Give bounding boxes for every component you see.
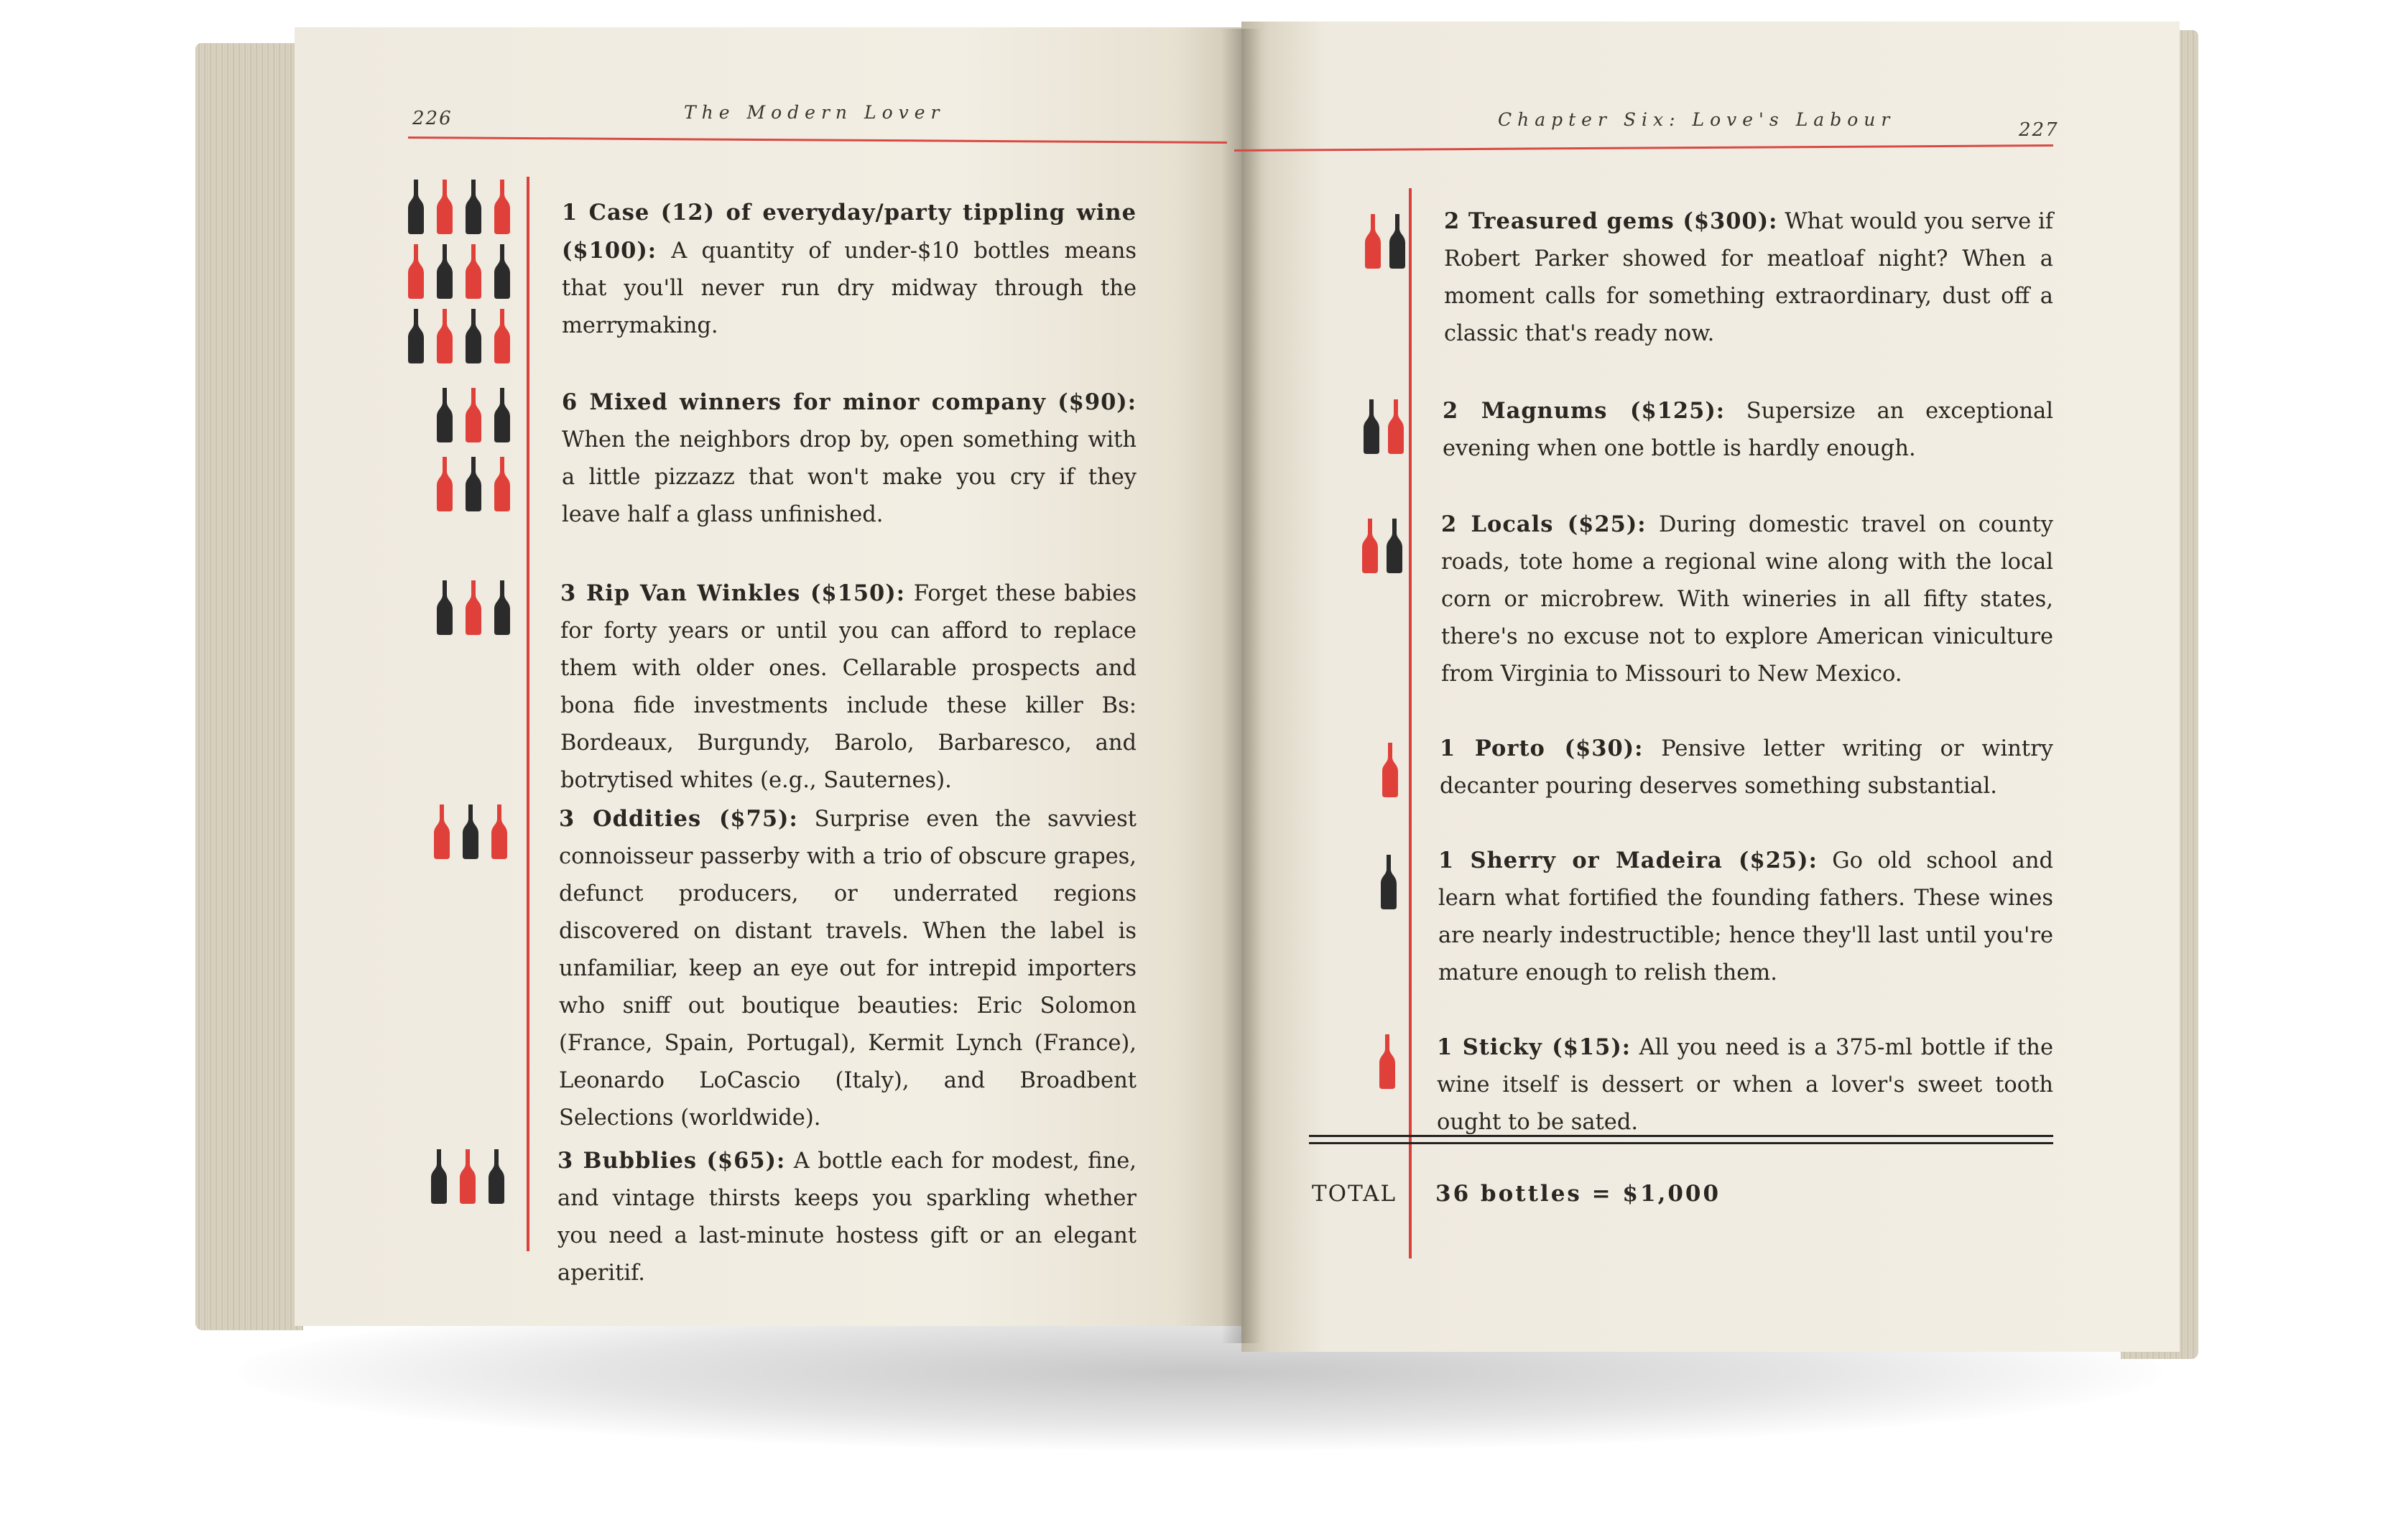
dark-wine-bottle-icon — [463, 804, 478, 859]
entry-body: A quantity of under-$10 bottles means that you'll never run dry midway through the merrymaking. — [562, 238, 1137, 338]
bottle-group-11 — [1379, 1034, 1395, 1089]
red-wine-bottle-icon — [1379, 1034, 1395, 1089]
bottle-group-3 — [437, 580, 510, 635]
red-wine-bottle-icon — [494, 180, 510, 234]
book-gutter — [1221, 29, 1262, 1343]
entry-title: 1 Case (12) of everyday/party tippling wine ($100): — [562, 200, 1137, 264]
red-wine-bottle-icon — [1362, 519, 1378, 573]
entry-title: 1 Sherry or Madeira ($25): — [1438, 848, 1818, 873]
dark-wine-bottle-icon — [494, 244, 510, 299]
red-wine-bottle-icon — [494, 457, 510, 511]
red-wine-bottle-icon — [1365, 214, 1381, 269]
entry-body: Supersize an exceptional evening when one bottle is hardly enough. — [1443, 399, 2053, 461]
entry-body: Forget these babies for forty years or until you can afford to replace them with older ones. Cellarable prospects and bona fide investments include these killer Bs: Bordeaux, Burgundy, Barolo, Barbaresco, and botrytised whites (e.g., Sauternes). — [560, 581, 1137, 793]
dark-wine-bottle-icon — [494, 580, 510, 635]
entry-tippling-wine — [562, 194, 1137, 345]
red-wine-bottle-icon — [466, 580, 481, 635]
entry-oddities — [559, 800, 1137, 1137]
entry-body: When the neighbors drop by, open something with a little pizzazz that won't make you cry if they leave half a glass unfinished. — [562, 427, 1137, 527]
red-wine-bottle-icon — [408, 244, 424, 299]
left-margin-rule — [527, 177, 529, 1251]
dark-wine-bottle-icon — [437, 388, 453, 442]
dark-wine-bottle-icon — [494, 388, 510, 442]
page-block-left-edge — [195, 43, 303, 1330]
bottle-group-10 — [1381, 855, 1397, 909]
red-wine-bottle-icon — [494, 309, 510, 363]
red-wine-bottle-icon — [437, 457, 453, 511]
entry-mixed-winners — [562, 384, 1137, 534]
entry-body: A bottle each for modest, fine, and vintage thirsts keeps you sparkling whether you need a last-minute hostess gift or an elegant aperitif. — [557, 1149, 1137, 1286]
left-running-head: The Modern Lover — [684, 102, 945, 123]
dark-wine-bottle-icon — [1381, 855, 1397, 909]
dark-wine-bottle-icon — [437, 244, 453, 299]
red-wine-bottle-icon — [1382, 743, 1398, 797]
entry-body: Go old school and learn what fortified the founding fathers. These wines are nearly indestructible; hence they'll last until you're mature enough to relish them. — [1438, 848, 2053, 985]
bottle-group-7 — [1364, 399, 1404, 454]
bottle-group-5 — [431, 1149, 504, 1204]
entry-title: 6 Mixed winners for minor company ($90): — [562, 389, 1137, 415]
total-double-rule-bottom — [1309, 1142, 2053, 1144]
entry-bubblies — [557, 1142, 1137, 1292]
dark-wine-bottle-icon — [466, 457, 481, 511]
dark-wine-bottle-icon — [437, 580, 453, 635]
right-page-number: 227 — [2019, 119, 2059, 141]
red-wine-bottle-icon — [460, 1149, 476, 1204]
dark-wine-bottle-icon — [408, 309, 424, 363]
red-wine-bottle-icon — [434, 804, 450, 859]
entry-sherry-madeira — [1438, 842, 2053, 992]
red-wine-bottle-icon — [437, 309, 453, 363]
entry-rip-van-winkles — [560, 575, 1137, 799]
dark-wine-bottle-icon — [489, 1149, 504, 1204]
entry-title: 2 Magnums ($125): — [1443, 398, 1726, 424]
entry-body: All you need is a 375-ml bottle if the wine itself is dessert or when a lover's sweet tooth ought to be sated. — [1437, 1035, 2053, 1135]
entry-magnums — [1443, 392, 2053, 468]
red-wine-bottle-icon — [1388, 399, 1404, 454]
entry-body: Surprise even the savviest connoisseur passerby with a trio of obscure grapes, defunct producers, or underrated regions discovered on distant travels. When the label is unfamiliar, keep an eye out for intrepid importers who sniff out boutique beauties: Eric Solomon (France, Spain, Portugal), Kermit Lynch (France), Leonardo LoCascio (Italy), and Broadbent Selections (worldwide). — [559, 807, 1137, 1131]
red-wine-bottle-icon — [466, 244, 481, 299]
entry-sticky — [1437, 1029, 2053, 1141]
entry-locals — [1441, 506, 2053, 693]
dark-wine-bottle-icon — [1364, 399, 1379, 454]
total-value: 36 bottles = $1,000 — [1435, 1181, 1721, 1207]
red-wine-bottle-icon — [437, 180, 453, 234]
entry-title: 2 Locals ($25): — [1441, 511, 1647, 537]
entry-title: 1 Sticky ($15): — [1437, 1034, 1632, 1060]
entry-body: Pensive letter writing or wintry decanter pouring deserves something substantial. — [1440, 736, 2053, 799]
entry-treasured-gems — [1444, 203, 2053, 353]
bottle-group-2 — [437, 388, 510, 511]
dark-wine-bottle-icon — [408, 180, 424, 234]
left-page-number: 226 — [412, 108, 453, 129]
dark-wine-bottle-icon — [466, 180, 481, 234]
red-wine-bottle-icon — [466, 388, 481, 442]
dark-wine-bottle-icon — [431, 1149, 447, 1204]
total-double-rule-top — [1309, 1135, 2053, 1137]
bottle-group-9 — [1382, 743, 1398, 797]
right-margin-rule — [1409, 188, 1412, 1258]
entry-title: 3 Oddities ($75): — [559, 806, 798, 832]
entry-body: What would you serve if Robert Parker showed for meatloaf night? When a moment calls for something extraordinary, dust off a classic that's ready now. — [1444, 209, 2053, 346]
entry-title: 2 Treasured gems ($300): — [1444, 208, 1778, 234]
total-label: TOTAL — [1312, 1181, 1397, 1207]
bottle-group-8 — [1362, 519, 1402, 573]
entry-title: 3 Bubblies ($65): — [557, 1148, 786, 1174]
entry-title: 3 Rip Van Winkles ($150): — [560, 580, 905, 606]
red-wine-bottle-icon — [491, 804, 507, 859]
dark-wine-bottle-icon — [1389, 214, 1405, 269]
right-running-head: Chapter Six: Love's Labour — [1498, 109, 1896, 130]
bottle-group-6 — [1365, 214, 1405, 269]
bottle-group-1 — [408, 180, 510, 363]
dark-wine-bottle-icon — [1387, 519, 1402, 573]
entry-porto — [1440, 730, 2053, 805]
entry-title: 1 Porto ($30): — [1440, 736, 1644, 761]
entry-body: During domestic travel on county roads, tote home a regional wine along with the local corn or microbrew. With wineries in all fifty states, there's no excuse not to explore American viniculture from Virginia to Missouri to New Mexico. — [1441, 512, 2054, 687]
bottle-group-4 — [434, 804, 507, 859]
dark-wine-bottle-icon — [466, 309, 481, 363]
